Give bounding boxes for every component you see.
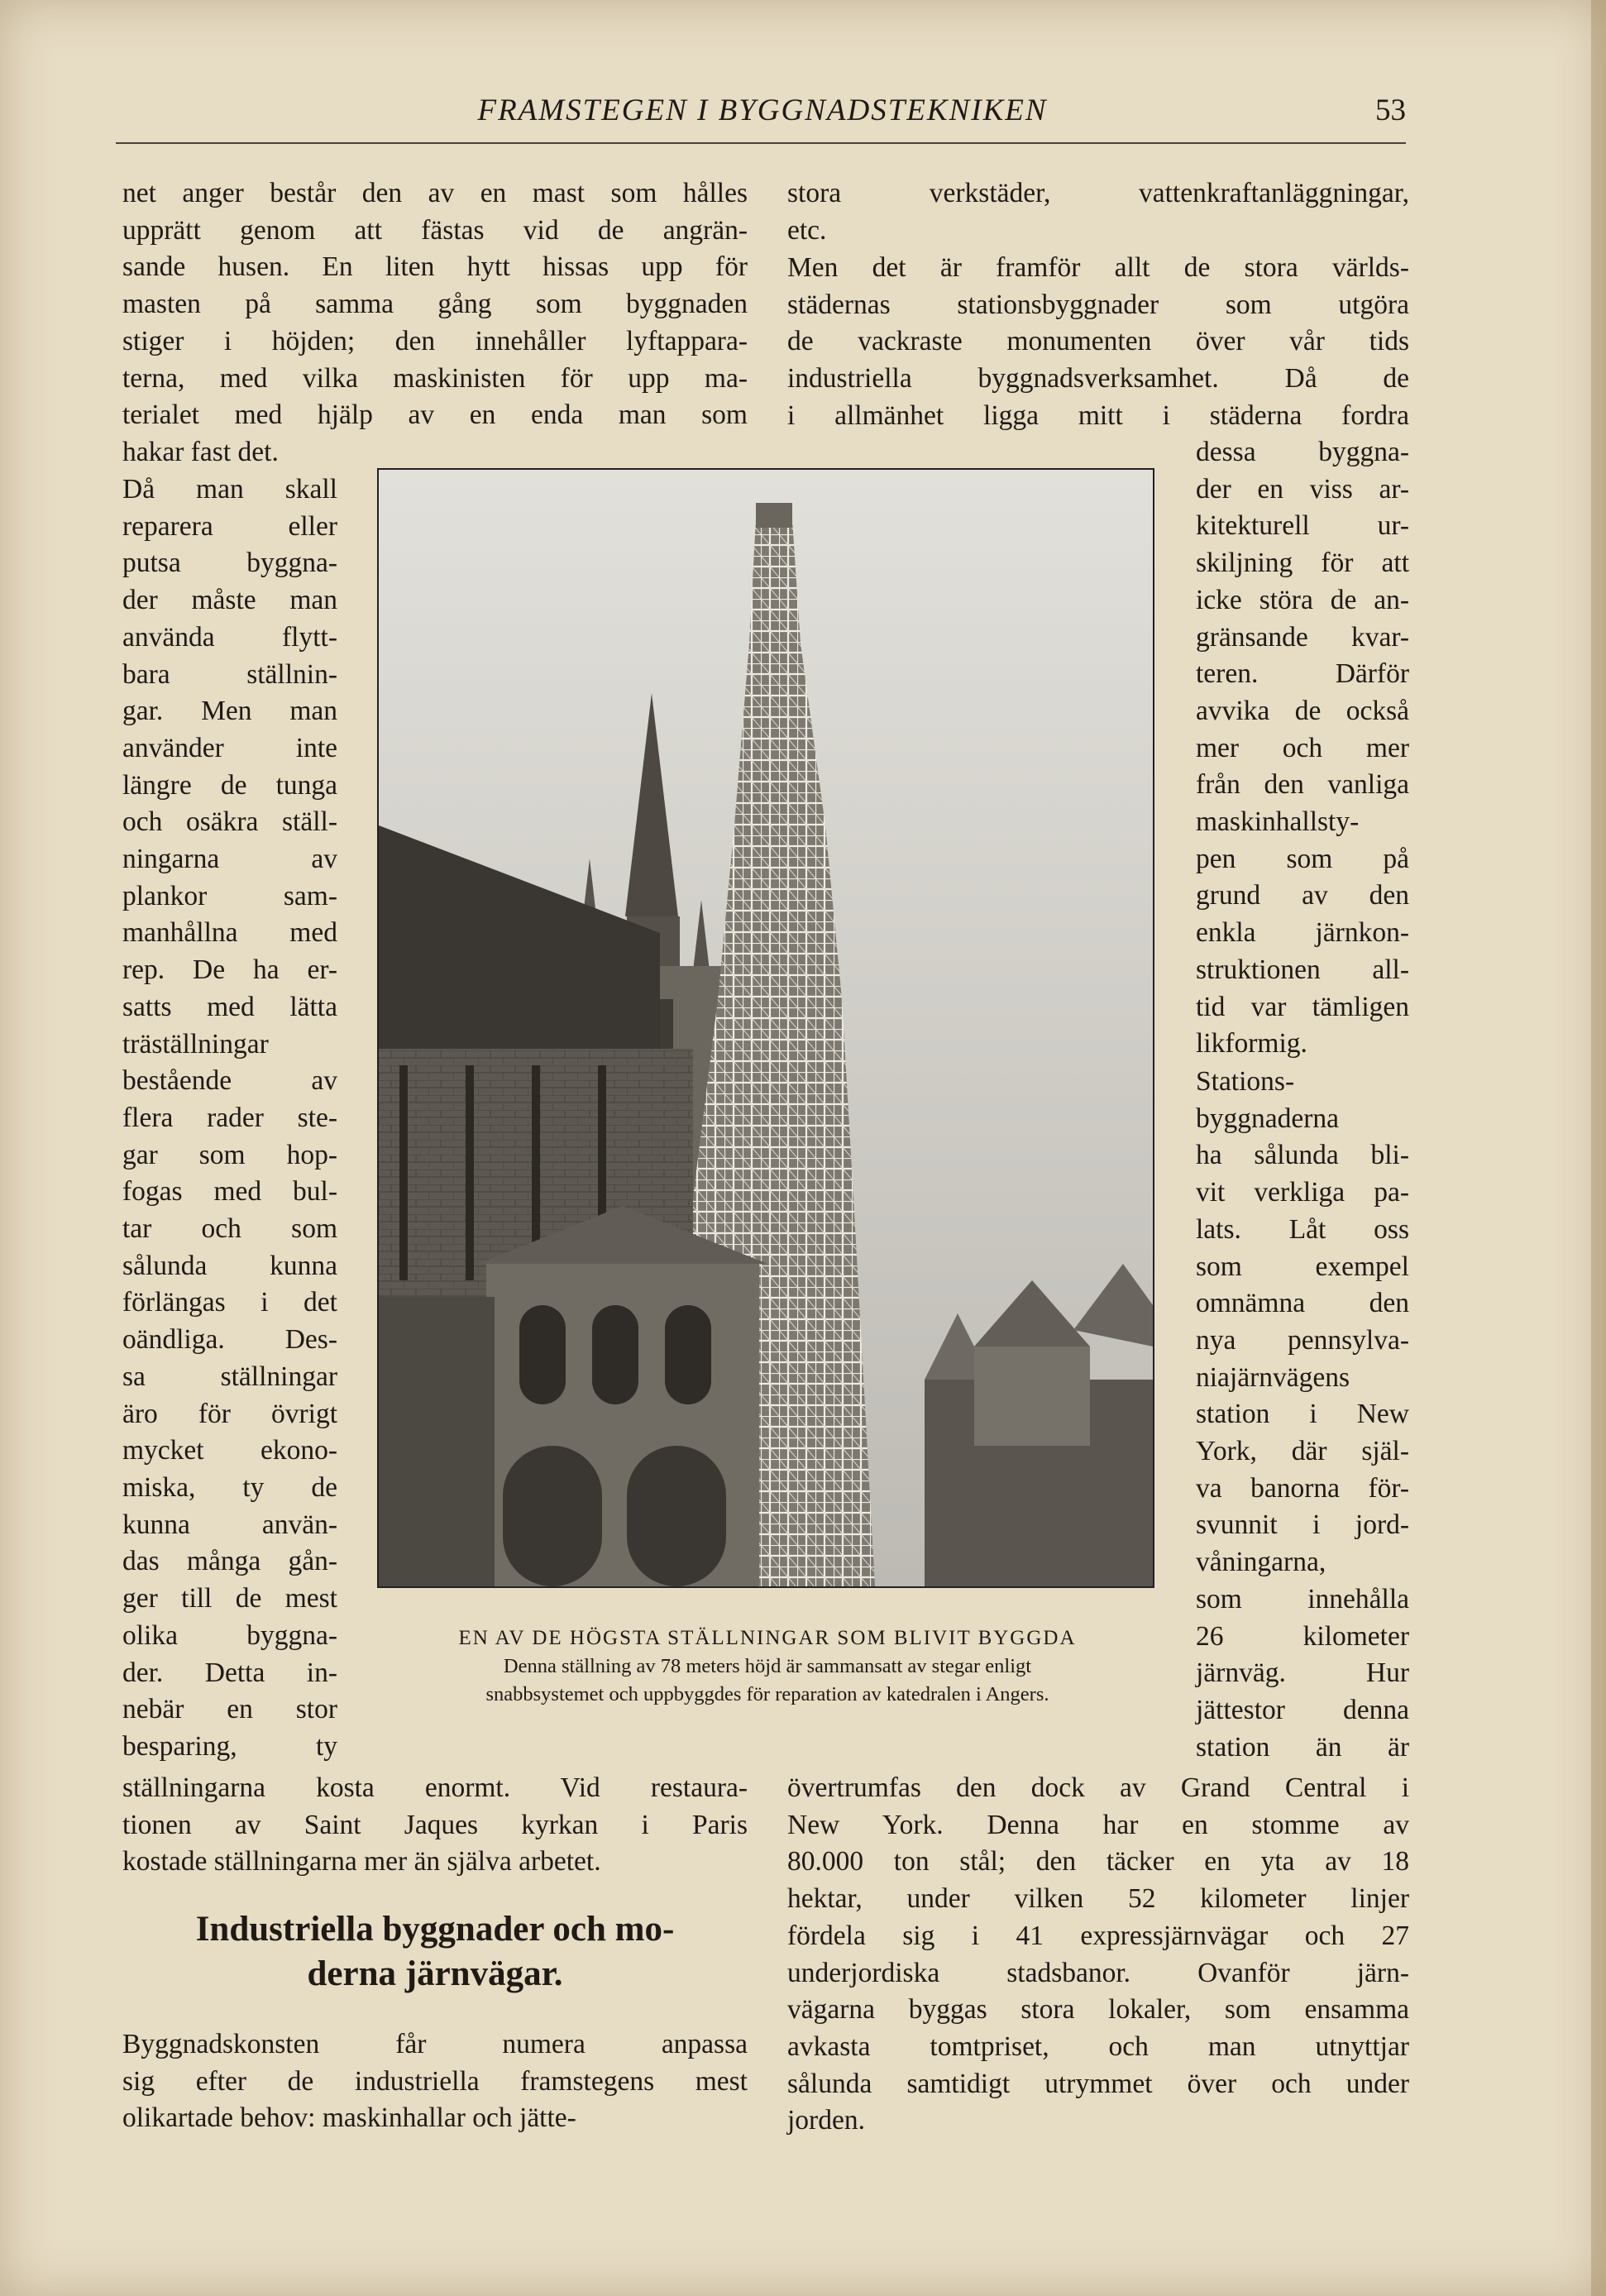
text-line: net anger består den av en mast som hålles (122, 178, 748, 208)
text-line: vit verkliga pa- (1196, 1177, 1409, 1208)
text-line: der en viss ar- (1196, 473, 1409, 505)
figure-caption (374, 1624, 1161, 1709)
text-line: maskinhallsty- (1196, 806, 1360, 838)
right-paragraph-1 (787, 175, 1409, 249)
text-line: grund av den (1196, 880, 1409, 911)
text-line: sålunda kunna (122, 1250, 337, 1281)
text-line: lats. Låt oss (1196, 1213, 1409, 1245)
text-line: gar som hop- (122, 1139, 337, 1170)
text-line: miska, ty de (122, 1471, 337, 1503)
text-line: nebär en stor (122, 1694, 337, 1725)
header-title: FRAMSTEGEN I BYGGNADSTEKNIKEN (477, 93, 1048, 127)
text-line: de vackraste monumenten över vår tids (787, 326, 1409, 357)
text-line: tar och som (122, 1213, 337, 1245)
text-line: stiger i höjden; den innehåller lyftappara- (122, 325, 748, 356)
text-line: Stations- (1196, 1066, 1295, 1097)
text-line: New York. Denna har en stomme av (787, 1809, 1409, 1840)
page-number: 53 (1375, 93, 1406, 127)
text-line: avvika de också (1196, 695, 1409, 726)
text-line: etc. (787, 214, 827, 246)
text-line: som innehålla (1196, 1583, 1409, 1614)
text-line: övertrumfas den dock av Grand Central i (787, 1772, 1409, 1803)
text-line: tionen av Saint Jaques kyrkan i Paris (122, 1809, 748, 1840)
caption-line: snabbsystemet och uppbyggdes för reparation av katedralen i Angers. (485, 1683, 1049, 1705)
text-line: gränsande kvar- (1196, 621, 1409, 653)
text-line: va banorna för- (1196, 1472, 1409, 1504)
text-line: das många gån- (122, 1546, 337, 1577)
text-line: bestående av (122, 1065, 337, 1097)
text-line: jorden. (787, 2105, 865, 2136)
text-line: plankor sam- (122, 880, 337, 911)
text-line: tid var tämligen (1196, 991, 1409, 1022)
text-line: Då man skall (122, 474, 337, 505)
text-line: kostade ställningarna mer än själva arbetet. (122, 1846, 601, 1877)
text-line: sa ställningar (122, 1361, 337, 1392)
caption-line: Denna ställning av 78 meters höjd är sammansatt av stegar enligt (503, 1655, 1032, 1677)
text-line: använda flytt- (122, 621, 337, 653)
text-line: satts med lätta (122, 991, 337, 1022)
text-line: hakar fast det. (122, 436, 279, 467)
text-line: station än är (1196, 1731, 1409, 1763)
text-line: niajärnvägens (1196, 1361, 1350, 1393)
text-line: omnämna den (1196, 1288, 1409, 1319)
text-line: oändliga. Des- (122, 1324, 337, 1356)
text-line: mycket ekono- (122, 1435, 337, 1466)
text-line: struktionen all- (1196, 954, 1409, 985)
text-line: fogas med bul- (122, 1176, 337, 1208)
text-line: hektar, under vilken 52 kilometer linjer (787, 1883, 1409, 1915)
text-line: olika byggna- (122, 1619, 337, 1651)
text-line: järnväg. Hur (1196, 1657, 1409, 1689)
caption-title: EN AV DE HÖGSTA STÄLLNINGAR SOM BLIVIT BYGGDA (458, 1627, 1077, 1649)
page-edge (1591, 0, 1606, 2296)
text-line: underjordiska stadsbanor. Ovanför järn- (787, 1957, 1409, 1988)
text-line: ha sålunda bli- (1196, 1140, 1409, 1171)
text-line: industriella byggnadsverksamhet. Då de (787, 363, 1409, 395)
text-line: terna, med vilka maskinisten för upp ma- (122, 362, 748, 394)
text-line: olikartade behov: maskinhallar och jätte- (122, 2102, 576, 2134)
text-line: sig efter de industriella framstegens mest (122, 2065, 748, 2097)
text-line: ställningarna kosta enormt. Vid restaura- (122, 1772, 748, 1803)
text-line: avkasta tomtpriset, och man utnyttjar (787, 2031, 1409, 2062)
text-line: bara ställnin- (122, 658, 337, 690)
text-line: träställningar (122, 1028, 269, 1060)
text-line: i allmänhet ligga mitt i städerna fordra (787, 399, 1409, 431)
text-line: terialet med hjälp av en enda man som (122, 399, 748, 431)
text-line: jättestor denna (1196, 1694, 1409, 1725)
text-line: 80.000 ton stål; den täcker en yta av 18 (787, 1846, 1409, 1877)
running-header (119, 93, 1406, 142)
text-line: svunnit i jord- (1196, 1509, 1409, 1541)
text-line: stora verkstäder, vattenkraftanläggningar, (787, 178, 1409, 208)
text-line: skiljning för att (1196, 548, 1409, 579)
header-rule (116, 142, 1406, 144)
text-line: ningarna av (122, 844, 337, 875)
text-line: kunna använ- (122, 1509, 337, 1540)
text-line: rep. De ha er- (122, 954, 337, 986)
text-line: och osäkra ställ- (122, 806, 337, 838)
text-line: kitekturell ur- (1196, 510, 1409, 542)
right-paragraph-2-wide (787, 250, 1409, 435)
right-paragraph-3-narrow (1196, 1064, 1409, 1766)
text-line: reparera eller (122, 510, 337, 542)
text-line: station i New (1196, 1399, 1409, 1430)
text-line: teren. Därför (1196, 658, 1409, 690)
text-line: ger till de mest (122, 1583, 337, 1614)
cathedral-scaffolding-photo (377, 468, 1154, 1588)
text-line: besparing, ty (122, 1730, 337, 1762)
text-line: der måste man (122, 585, 337, 616)
text-line: likformig. (1196, 1028, 1307, 1060)
text-line: York, där själ- (1196, 1436, 1409, 1467)
text-line: pen som på (1196, 843, 1409, 874)
text-line: gar. Men man (122, 696, 337, 727)
text-line: äro för övrigt (122, 1398, 337, 1429)
text-line: Industriella byggnader och mo- (195, 1910, 675, 1949)
left-paragraph-3 (122, 2026, 748, 2137)
right-paragraph-2-narrow (1196, 434, 1409, 1063)
text-line: enkla järnkon- (1196, 917, 1409, 949)
text-line: byggnaderna (1196, 1103, 1340, 1134)
photo-illustration (379, 470, 1153, 1586)
text-line: sålunda samtidigt utrymmet över och under (787, 2068, 1409, 2099)
text-line: våningarna, (1196, 1547, 1326, 1578)
text-line: dessa byggna- (1196, 437, 1409, 467)
left-paragraph-2-narrow (122, 471, 337, 1766)
text-line: icke störa de an- (1196, 584, 1409, 615)
text-line: putsa byggna- (122, 548, 337, 579)
text-line: sande husen. En liten hytt hissas upp för (122, 251, 748, 283)
text-line: använder inte (122, 732, 337, 763)
text-line: som exempel (1196, 1251, 1409, 1282)
text-line: Men det är framför allt de stora världs- (787, 252, 1409, 283)
text-line: mer och mer (1196, 732, 1409, 763)
text-line: från den vanliga (1196, 769, 1409, 801)
text-line: 26 kilometer (1196, 1620, 1409, 1652)
text-line: städernas stationsbyggnader som utgöra (787, 289, 1409, 320)
text-line: fördela sig i 41 expressjärnvägar och 27 (787, 1920, 1409, 1951)
text-line: Byggnadskonsten får numera anpassa (122, 2029, 748, 2059)
right-paragraph-3-wide (787, 1770, 1409, 2140)
text-line: nya pennsylva- (1196, 1324, 1409, 1356)
text-line: manhållna med (122, 917, 337, 949)
section-heading (122, 1907, 748, 1997)
left-paragraph-1 (122, 175, 748, 471)
left-paragraph-2-wide (122, 1770, 748, 1881)
text-line: masten på samma gång som byggnaden (122, 289, 748, 320)
text-line: vägarna byggas stora lokaler, som ensamma (787, 1994, 1409, 2026)
text-line: der. Detta in- (122, 1657, 337, 1688)
text-line: förlängas i det (122, 1287, 337, 1318)
text-line: flera rader ste- (122, 1102, 337, 1133)
text-line: derna järnvägar. (307, 1954, 563, 1993)
text-line: längre de tunga (122, 769, 337, 801)
text-line: upprätt genom att fästas vid de angrän- (122, 214, 748, 246)
